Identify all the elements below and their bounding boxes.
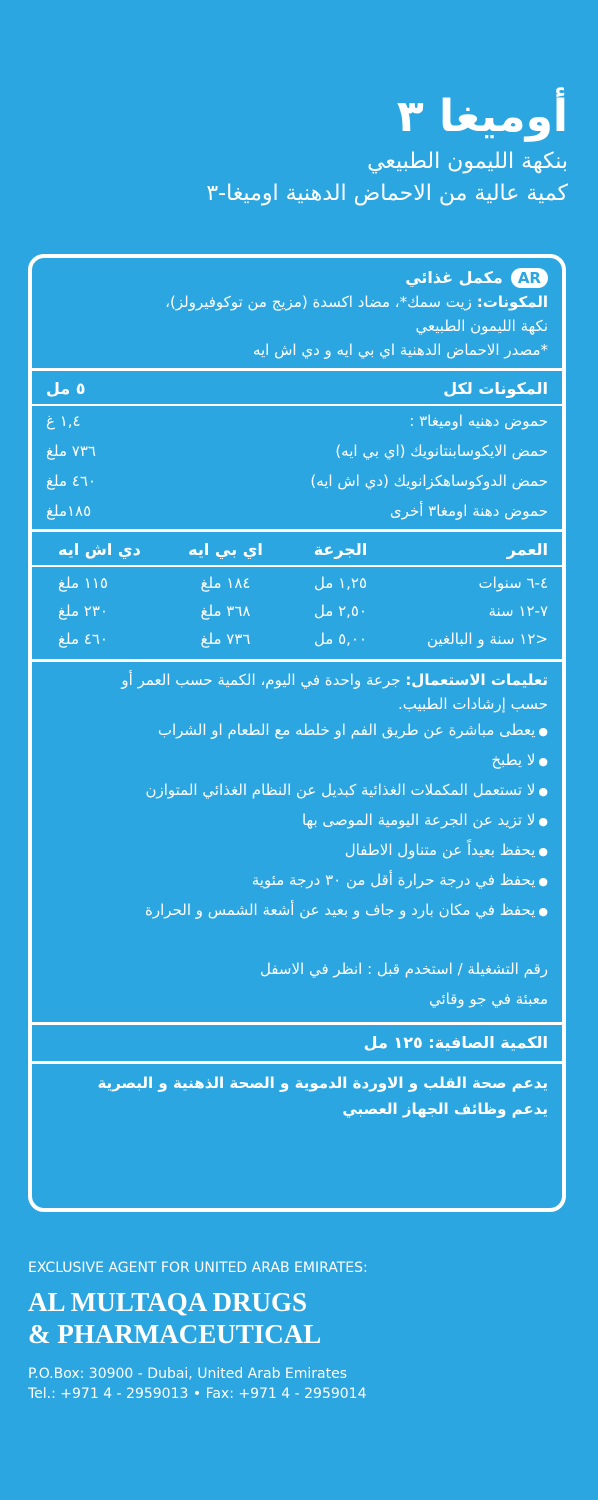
nutrient-value: ٤٦٠ ملغ (46, 472, 96, 490)
nutrient-value: ١٨٥ملغ (46, 502, 92, 520)
net-value: ١٢٥ مل (363, 1033, 423, 1052)
dha-cell: ٢٣٠ ملغ (58, 602, 108, 620)
table-row (46, 599, 548, 623)
nutrient-row (46, 499, 548, 523)
batch-text: رقم التشغيلة / استخدم قبل : انظر في الاسفل (259, 960, 548, 978)
divider (32, 368, 562, 371)
divider (32, 529, 562, 532)
flavor-subtitle: بنكهة الليمون الطبيعي (367, 149, 568, 174)
list-item: ● يعطى مباشرة عن طريق الفم او خلطه مع الطعام او الشراب (46, 716, 548, 746)
dose-table-header (46, 538, 548, 562)
usage-text: جرعة واحدة في اليوم، الكمية حسب العمر أو (121, 671, 401, 689)
product-title: أوميغا ٣ (396, 91, 568, 142)
phone-fax: Tel.: +971 4 - 2959013 • Fax: +971 4 - 2959014 (28, 1386, 367, 1402)
ingredients-text: زيت سمك*، مضاد اكسدة (مزيج من توكوفيرولز)، (165, 293, 472, 311)
list-item: ● لا يطبخ (46, 746, 548, 776)
nutrient-name: حمض الايكوسابنتانويك (اي بي ايه) (335, 442, 548, 460)
net-label: الكمية الصافية: (428, 1033, 548, 1052)
distributor-footer (28, 1260, 578, 1404)
divider (32, 659, 562, 662)
ingredients-line2: نكهة الليمون الطبيعي (415, 317, 548, 335)
ingredients (46, 290, 548, 314)
header-epa: اي بي ايه (188, 540, 263, 559)
company-name-line1: AL MULTAQA DRUGS (28, 1287, 308, 1317)
dha-cell: ٤٦٠ ملغ (58, 630, 108, 648)
divider (32, 1022, 562, 1025)
epa-cell: ٧٣٦ ملغ (200, 630, 251, 648)
ingredients-note: *مصدر الاحماض الدهنية اي بي ايه و دي اش ايه (252, 341, 548, 359)
dose-cell: ٥,٠٠ مل (313, 630, 368, 648)
omega-subtitle: كمية عالية من الاحماض الدهنية اوميغا-٣ (206, 181, 568, 206)
nutrient-value: ١,٤ غ (46, 412, 81, 430)
label-panel (28, 254, 566, 1212)
nutrient-name: حموض دهنة اومغا٣ أخرى (389, 502, 548, 520)
list-item: ● يحفظ في مكان بارد و جاف و بعيد عن أشعة الشمس و الحرارة (46, 896, 548, 926)
packed-text: معبئة في جو وقائي (428, 990, 548, 1008)
age-cell: ٤-٦ سنوات (478, 574, 548, 592)
divider (32, 565, 562, 567)
agent-label: EXCLUSIVE AGENT FOR UNITED ARAB EMIRATES: (28, 1260, 368, 1276)
header-age: العمر (506, 540, 548, 559)
divider (32, 1061, 562, 1064)
benefit-1: يدعم صحة القلب و الاوردة الدموية و الصحة الذهنية و البصرية (97, 1074, 548, 1092)
age-cell: <١٢ سنة و البالغين (427, 630, 548, 648)
list-item: ● يحفظ في درجة حرارة أقل من ٣٠ درجة مئوية (46, 866, 548, 896)
nutrient-row (46, 469, 548, 493)
per-serving-row (46, 377, 548, 401)
list-item: ● لا تزيد عن الجرعة اليومية الموصى بها (46, 806, 548, 836)
epa-cell: ٣٦٨ ملغ (200, 602, 251, 620)
divider (32, 404, 562, 406)
usage-line2: حسب إرشادات الطبيب. (397, 695, 548, 713)
company-name-line2: & PHARMACEUTICAL (28, 1319, 322, 1349)
epa-cell: ١٨٤ ملغ (200, 574, 251, 592)
usage-instructions (46, 668, 548, 692)
dose-cell: ١,٢٥ مل (313, 574, 368, 592)
per-value: ٥ مل (46, 379, 86, 398)
benefit-2: يدعم وظائف الجهاز العصبي (342, 1100, 548, 1118)
header-dha: دي اش ايه (58, 540, 141, 559)
nutrient-row (46, 439, 548, 463)
product-header (30, 88, 568, 210)
table-row (46, 627, 548, 651)
nutrient-value: ٧٣٦ ملغ (46, 442, 96, 460)
net-quantity (46, 1031, 548, 1055)
nutrient-name: حموض دهنيه اوميغا٣ : (409, 412, 548, 430)
dose-cell: ٢,٥٠ مل (313, 602, 368, 620)
supplement-label: مكمل غذائي (405, 268, 503, 287)
table-row (46, 571, 548, 595)
nutrient-row (46, 409, 548, 433)
address: P.O.Box: 30900 - Dubai, United Arab Emirates (28, 1366, 348, 1382)
dha-cell: ١١٥ ملغ (58, 574, 108, 592)
supplement-row (46, 266, 548, 290)
header-dose: الجرعة (313, 540, 368, 559)
per-label: المكونات لكل (443, 379, 548, 398)
usage-label: تعليمات الاستعمال: (405, 671, 548, 689)
nutrient-name: حمض الدوكوساهكزانويك (دي اش ايه) (310, 472, 548, 490)
ingredients-label: المكونات: (476, 293, 548, 311)
language-badge: AR (511, 268, 548, 288)
list-item: ● يحفظ بعيداً عن متناول الاطفال (46, 836, 548, 866)
age-cell: ٧-١٢ سنة (488, 602, 548, 620)
list-item: ● لا تستعمل المكملات الغذائية كبديل عن النظام الغذائي المتوازن (46, 776, 548, 806)
